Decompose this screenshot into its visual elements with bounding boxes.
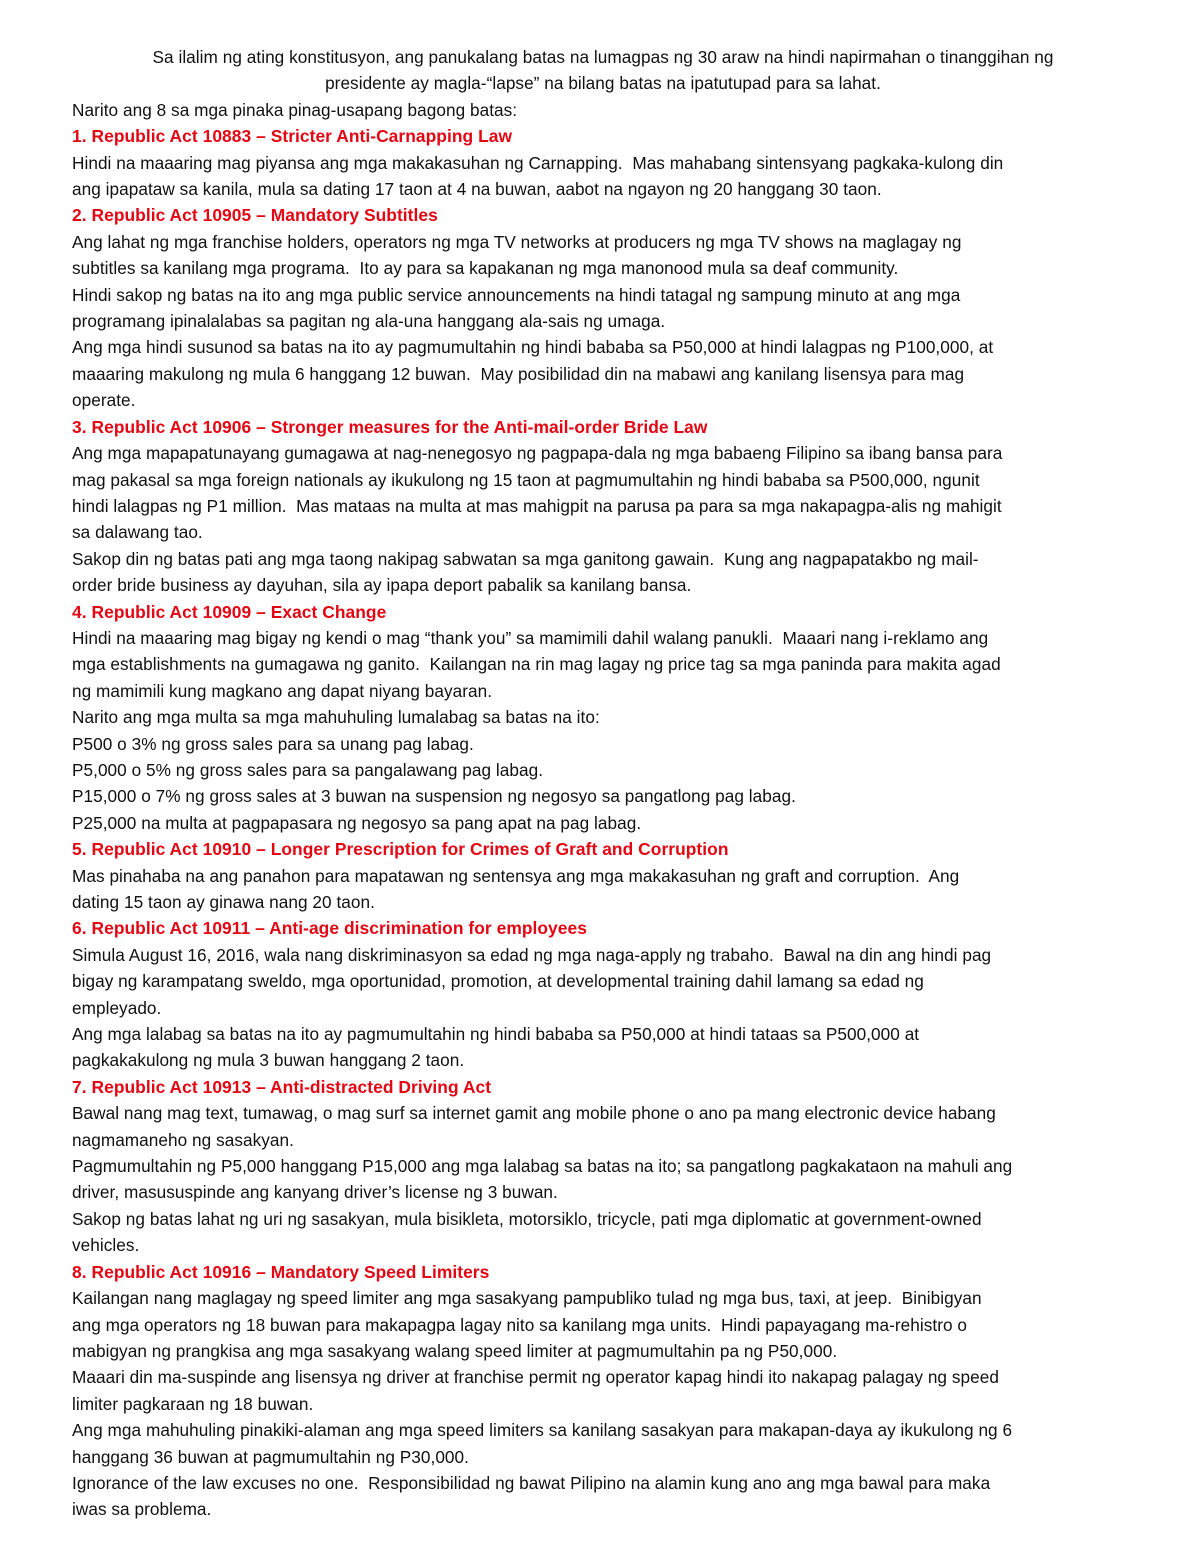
- body-line: empleyado.: [72, 997, 162, 1018]
- body-line: nagmamaneho ng sasakyan.: [72, 1129, 294, 1150]
- law-heading: 6. Republic Act 10911 – Anti-age discrimination for employees: [72, 918, 587, 939]
- body-line: mabigyan ng prangkisa ang mga sasakyang walang speed limiter at pagmumultahin pa ng P50,000.: [72, 1340, 838, 1361]
- body-line: driver, masususpinde ang kanyang driver’s license ng 3 buwan.: [72, 1182, 558, 1203]
- body-line: P25,000 na multa at pagpapasara ng negosyo sa pang apat na pag labag.: [72, 812, 642, 833]
- body-line: programang ipinalalabas sa pagitan ng ala-una hanggang ala-sais ng umaga.: [72, 311, 666, 332]
- body-line: iwas sa problema.: [72, 1499, 212, 1520]
- body-line: P15,000 o 7% ng gross sales at 3 buwan na suspension ng negosyo sa pangatlong pag labag.: [72, 786, 796, 807]
- body-line: Ignorance of the law excuses no one. Responsibilidad ng bawat Pilipino na alamin kung ano ang mga bawal para maka: [72, 1472, 991, 1493]
- body-line: Hindi na maaaring mag piyansa ang mga makakasuhan ng Carnapping. Mas mahabang sintensyang pagkaka-kulong din: [72, 152, 1004, 173]
- body-line: mag pakasal sa mga foreign nationals ay ikukulong ng 15 taon at pagmumultahin ng hindi bababa sa P500,000, ngunit: [72, 469, 980, 490]
- intro-line: Sa ilalim ng ating konstitusyon, ang panukalang batas na lumagpas ng 30 araw na hindi napirmahan o tinanggihan ng: [152, 47, 1054, 67]
- body-line: Ang mga mahuhuling pinakiki-alaman ang mga speed limiters sa kanilang sasakyan para makapan-daya ay ikukulong ng 6: [72, 1420, 1013, 1441]
- law-heading: 5. Republic Act 10910 – Longer Prescription for Crimes of Graft and Corruption: [72, 839, 729, 860]
- law-section: [72, 414, 1134, 599]
- body-line: dating 15 taon ay ginawa nang 20 taon.: [72, 892, 375, 912]
- body-line: Narito ang mga multa sa mga mahuhuling lumalabag sa batas na ito:: [72, 707, 600, 728]
- lead-text: Narito ang 8 sa mga pinaka pinag-usapang bagong batas:: [72, 99, 518, 120]
- body-line: Sakop din ng batas pati ang mga taong nakipag sabwatan sa mga ganitong gawain. Kung ang nagpapatakbo ng mail-: [72, 548, 979, 569]
- body-line: P500 o 3% ng gross sales para sa unang pag labag.: [72, 733, 474, 754]
- body-line: Kailangan nang maglagay ng speed limiter ang mga sasakyang pampubliko tulad ng mga bus, taxi, at jeep. Binibigyan: [72, 1288, 982, 1309]
- body-line: Ang mga hindi susunod sa batas na ito ay pagmumultahin ng hindi bababa sa P50,000 at hindi lalagpas ng P100,000, at: [72, 337, 994, 358]
- law-section: [72, 1074, 1134, 1259]
- law-heading: 7. Republic Act 10913 – Anti-distracted Driving Act: [72, 1076, 492, 1097]
- body-line: P5,000 o 5% ng gross sales para sa pangalawang pag labag.: [72, 759, 544, 780]
- body-line: order bride business ay dayuhan, sila ay ipapa deport pabalik sa kanilang bansa.: [72, 575, 692, 596]
- law-section: [72, 836, 1134, 915]
- law-heading: 2. Republic Act 10905 – Mandatory Subtitles: [72, 205, 438, 226]
- body-line: Bawal nang mag text, tumawag, o mag surf sa internet gamit ang mobile phone o ano pa mang electronic device habang: [72, 1103, 996, 1124]
- law-section: [72, 915, 1134, 1073]
- body-line: Ang lahat ng mga franchise holders, operators ng mga TV networks at producers ng mga TV shows na maglagay ng: [72, 231, 962, 252]
- document-page: [72, 44, 1134, 1523]
- body-line: Simula August 16, 2016, wala nang diskriminasyon sa edad ng mga naga-apply ng trabaho. Bawal na din ang hindi pag: [72, 944, 992, 965]
- body-line: Hindi sakop ng batas na ito ang mga public service announcements na hindi tatagal ng sampung minuto at ang mga: [72, 284, 961, 305]
- body-line: pagkakakulong ng mula 3 buwan hanggang 2 taon.: [72, 1050, 465, 1071]
- body-line: ng mamimili kung magkano ang dapat niyang bayaran.: [72, 680, 493, 701]
- body-line: Maaari din ma-suspinde ang lisensya ng driver at franchise permit ng operator kapag hindi ito nakapag palagay ng speed: [72, 1367, 999, 1388]
- intro-paragraph: [72, 44, 1134, 97]
- law-heading: 4. Republic Act 10909 – Exact Change: [72, 601, 387, 622]
- law-section: [72, 599, 1134, 837]
- body-line: Hindi na maaaring mag bigay ng kendi o mag “thank you” sa mamimili dahil walang panukli. Maaari nang i-reklamo ang: [72, 627, 989, 648]
- body-line: vehicles.: [72, 1235, 140, 1256]
- body-line: Ang mga lalabag sa batas na ito ay pagmumultahin ng hindi bababa sa P50,000 at hindi tataas sa P500,000 at: [72, 1024, 920, 1045]
- intro-line: presidente ay magla-“lapse” na bilang batas na ipatutupad para sa lahat.: [325, 73, 881, 94]
- body-line: limiter pagkaraan ng 18 buwan.: [72, 1393, 314, 1414]
- body-line: Mas pinahaba na ang panahon para mapatawan ng sentensya ang mga makakasuhan ng graft and corruption. Ang: [72, 865, 960, 886]
- body-line: Pagmumultahin ng P5,000 hanggang P15,000 ang mga lalabag sa batas na ito; sa pangatlong pagkakataon na mahuli ang: [72, 1156, 1013, 1177]
- law-heading: 3. Republic Act 10906 – Stronger measures for the Anti-mail-order Bride Law: [72, 416, 708, 437]
- body-line: hanggang 36 buwan at pagmumultahin ng P30,000.: [72, 1446, 469, 1467]
- body-line: sa dalawang tao.: [72, 522, 203, 543]
- law-section: [72, 1259, 1134, 1523]
- body-line: Ang mga mapapatunayang gumagawa at nag-nenegosyo ng pagpapa-dala ng mga babaeng Filipino sa ibang bansa para: [72, 443, 1003, 464]
- law-heading: 8. Republic Act 10916 – Mandatory Speed Limiters: [72, 1261, 490, 1282]
- body-line: bigay ng karampatang sweldo, mga oportunidad, promotion, at developmental training dahil lamang sa edad ng: [72, 971, 924, 992]
- body-line: mga establishments na gumagawa ng ganito. Kailangan na rin mag lagay ng price tag sa mga paninda para makita agad: [72, 654, 1001, 675]
- laws-list: [72, 123, 1134, 1523]
- body-line: subtitles sa kanilang mga programa. Ito ay para sa kapakanan ng mga manonood mula sa deaf community.: [72, 258, 899, 279]
- law-section: [72, 202, 1134, 413]
- body-line: Sakop ng batas lahat ng uri ng sasakyan, mula bisikleta, motorsiklo, tricycle, pati mga diplomatic at government-owned: [72, 1208, 982, 1229]
- body-line: operate.: [72, 390, 136, 411]
- body-line: ang mga operators ng 18 buwan para makapagpa lagay nito sa kanilang mga units. Hindi papayagang ma-rehistro o: [72, 1314, 968, 1335]
- body-line: ang ipapataw sa kanila, mula sa dating 17 taon at 4 na buwan, aabot na ngayon ng 20 hanggang 30 taon.: [72, 179, 882, 200]
- law-heading: 1. Republic Act 10883 – Stricter Anti-Carnapping Law: [72, 126, 513, 147]
- body-line: hindi lalagpas ng P1 million. Mas mataas na multa at mas mahigpit na parusa pa para sa mga nakapagpa-alis ng mahigit: [72, 495, 1002, 516]
- law-section: [72, 123, 1134, 202]
- body-line: maaaring makulong ng mula 6 hanggang 12 buwan. May posibilidad din na mabawi ang kanilang lisensya para mag: [72, 363, 965, 384]
